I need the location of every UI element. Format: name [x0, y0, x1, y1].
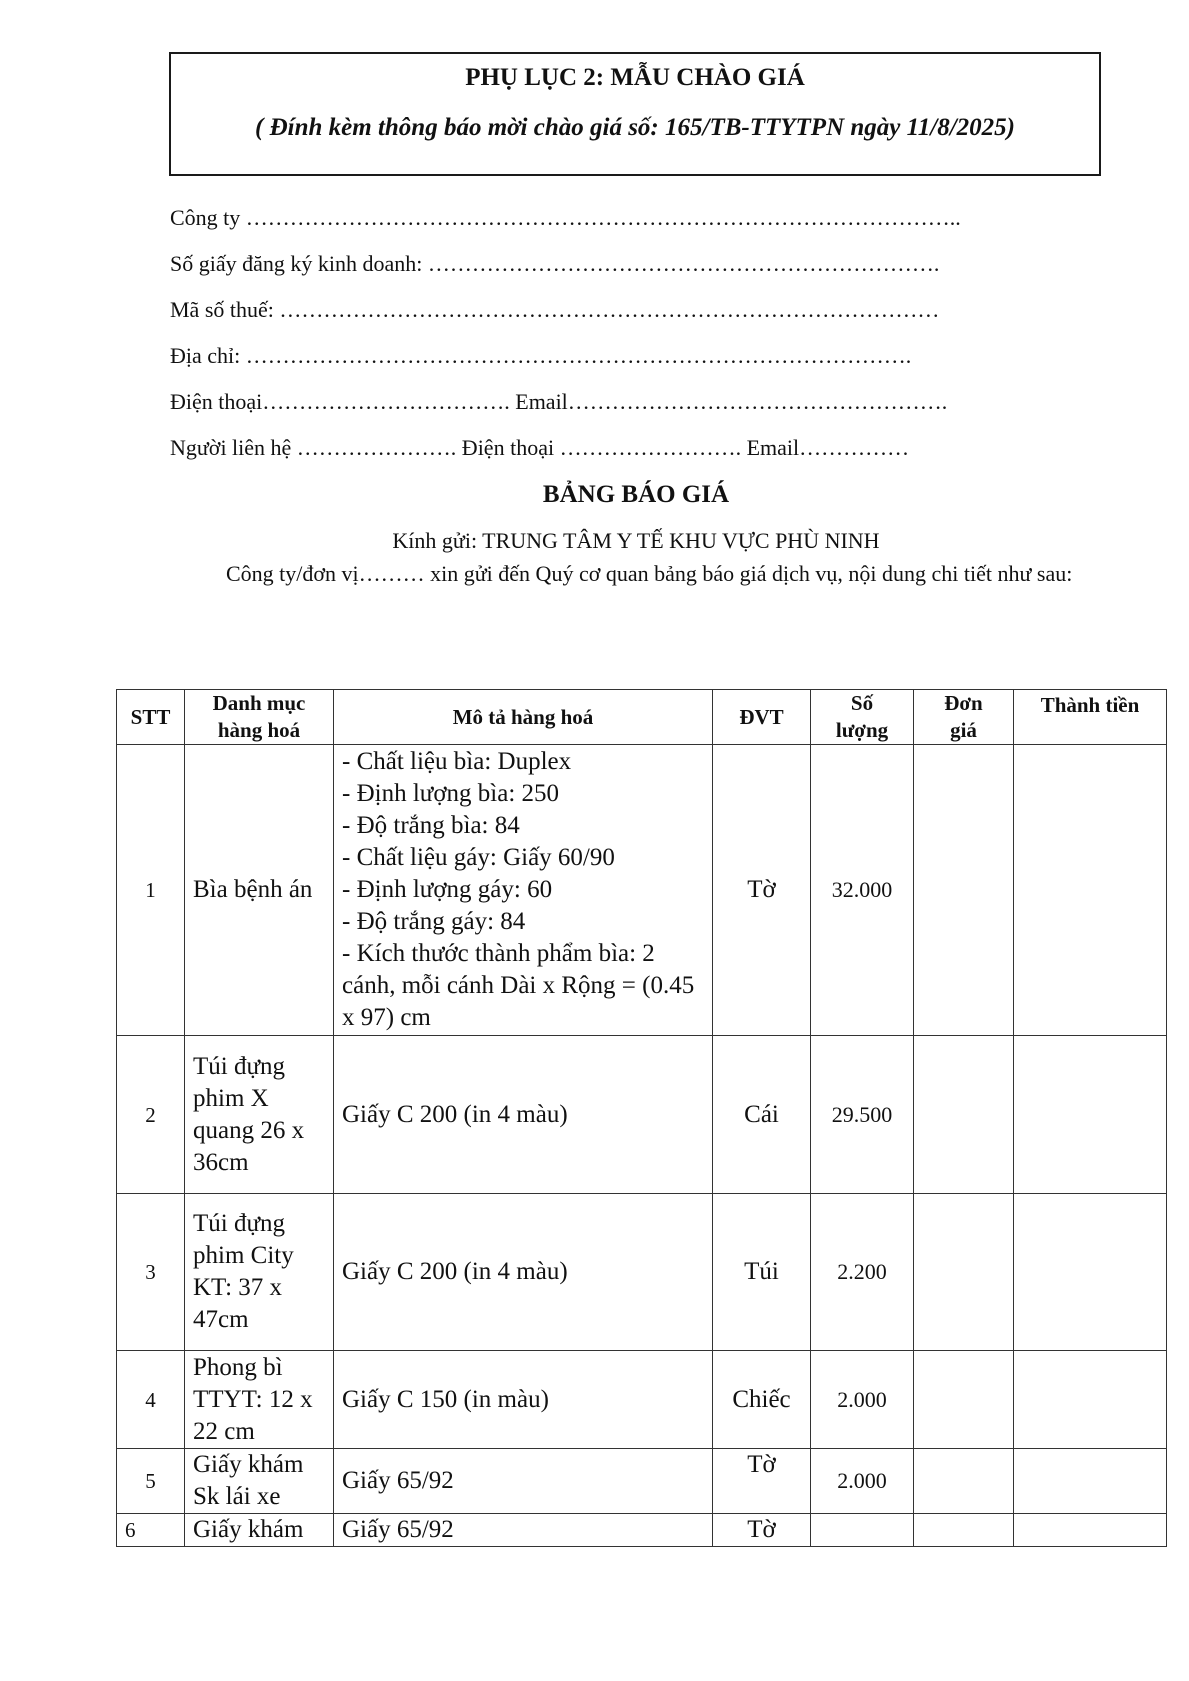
quote-recipient: Kính gửi: TRUNG TÂM Y TẾ KHU VỰC PHÙ NINH: [392, 528, 880, 553]
document-subtitle: ( Đính kèm thông báo mời chào giá số: 165/TB-TTYTPN ngày 11/8/2025): [255, 114, 1015, 141]
table-row: [117, 1194, 1167, 1351]
cell-item-name: Túi đựng phim City KT: 37 x 47cm: [185, 1194, 334, 1351]
header-stt: STT: [117, 690, 185, 745]
description-line: - Định lượng gáy: 60: [342, 876, 553, 903]
cell-total[interactable]: [1014, 1036, 1167, 1194]
cell-quantity: 2.200: [811, 1194, 914, 1351]
cell-stt: 5: [117, 1449, 185, 1514]
cell-quantity: 2.000: [811, 1449, 914, 1514]
cell-description: [334, 745, 713, 1036]
description-line: - Độ trắng bìa: 84: [342, 812, 520, 839]
cell-item-name: Bìa bệnh án: [185, 745, 334, 1036]
header-unit: ĐVT: [713, 690, 811, 745]
description-line: Giấy 65/92: [342, 1467, 454, 1494]
header-unit-price: Đơn giá: [914, 690, 1014, 745]
tax-code-field[interactable]: Mã số thuế: ………………………………………………………………………………: [170, 297, 940, 322]
table-row: [117, 1036, 1167, 1194]
description-line: - Kích thước thành phẩm bìa: 2 cánh, mỗi cánh Dài x Rộng = (0.45 x 97) cm: [342, 940, 695, 1031]
description-line: - Độ trắng gáy: 84: [342, 908, 526, 935]
cell-unit: Tờ: [713, 1514, 811, 1547]
address-field[interactable]: Địa chỉ: ……………………………………………………………………………….: [170, 343, 912, 368]
cell-total[interactable]: [1014, 1514, 1167, 1547]
cell-total[interactable]: [1014, 745, 1167, 1036]
cell-unit: Tờ: [713, 745, 811, 1036]
header-category: Danh mục hàng hoá: [185, 690, 334, 745]
cell-total[interactable]: [1014, 1351, 1167, 1449]
cell-description: [334, 1514, 713, 1547]
cell-stt: 3: [117, 1194, 185, 1351]
title-box: [169, 52, 1101, 176]
header-quantity: Số lượng: [811, 690, 914, 745]
table-header-row: [117, 690, 1167, 745]
description-line: - Chất liệu bìa: Duplex: [342, 748, 572, 775]
cell-stt: 1: [117, 745, 185, 1036]
document-title: PHỤ LỤC 2: MẪU CHÀO GIÁ: [465, 64, 805, 91]
cell-unit-price[interactable]: [914, 1514, 1014, 1547]
cell-unit-price[interactable]: [914, 745, 1014, 1036]
cell-unit: Túi: [713, 1194, 811, 1351]
quote-intro: Công ty/đơn vị……… xin gửi đến Quý cơ quan bảng báo giá dịch vụ, nội dung chi tiết như sau:: [226, 561, 1073, 586]
cell-description: [334, 1449, 713, 1514]
quote-table: [116, 689, 1167, 1547]
table-row: [117, 1351, 1167, 1449]
table-row: [117, 1449, 1167, 1514]
cell-stt: 2: [117, 1036, 185, 1194]
description-line: Giấy C 200 (in 4 màu): [342, 1258, 568, 1285]
cell-total[interactable]: [1014, 1449, 1167, 1514]
cell-unit: Chiếc: [713, 1351, 811, 1449]
quote-title: BẢNG BÁO GIÁ: [542, 481, 730, 508]
cell-quantity: 29.500: [811, 1036, 914, 1194]
cell-quantity: [811, 1514, 914, 1547]
company-field[interactable]: Công ty ……………………………………………………………………………………..: [170, 205, 961, 230]
business-registration-field[interactable]: Số giấy đăng ký kinh doanh: …………………………………………………………….: [170, 251, 940, 276]
cell-quantity: 32.000: [811, 745, 914, 1036]
cell-description: [334, 1036, 713, 1194]
header-description: Mô tả hàng hoá: [334, 690, 713, 745]
description-line: Giấy C 200 (in 4 màu): [342, 1100, 568, 1128]
cell-unit: Cái: [713, 1036, 811, 1194]
cell-description: [334, 1194, 713, 1351]
cell-item-name: Giấy khám: [185, 1514, 334, 1547]
description-line: Giấy 65/92: [342, 1516, 454, 1543]
description-line: - Chất liệu gáy: Giấy 60/90: [342, 844, 615, 871]
cell-quantity: 2.000: [811, 1351, 914, 1449]
cell-stt: 4: [117, 1351, 185, 1449]
cell-item-name: Phong bì TTYT: 12 x 22 cm: [185, 1351, 334, 1449]
cell-description: [334, 1351, 713, 1449]
table-row: [117, 745, 1167, 1036]
table-row: [117, 1514, 1167, 1547]
header-total: Thành tiền: [1014, 690, 1167, 745]
phone-email-field[interactable]: Điện thoại……………………………. Email…………………………………………….: [170, 389, 948, 414]
description-line: Giấy C 150 (in màu): [342, 1385, 549, 1413]
cell-stt: 6: [117, 1514, 185, 1547]
contact-field[interactable]: Người liên hệ …………………. Điện thoại ……………………. Email……………: [170, 435, 910, 460]
cell-unit-price[interactable]: [914, 1449, 1014, 1514]
description-line: - Định lượng bìa: 250: [342, 780, 560, 807]
cell-unit: Tờ: [713, 1449, 811, 1514]
cell-total[interactable]: [1014, 1194, 1167, 1351]
cell-item-name: Túi đựng phim X quang 26 x 36cm: [185, 1036, 334, 1194]
cell-unit-price[interactable]: [914, 1351, 1014, 1449]
cell-item-name: Giấy khám Sk lái xe: [185, 1449, 334, 1514]
cell-unit-price[interactable]: [914, 1194, 1014, 1351]
cell-unit-price[interactable]: [914, 1036, 1014, 1194]
